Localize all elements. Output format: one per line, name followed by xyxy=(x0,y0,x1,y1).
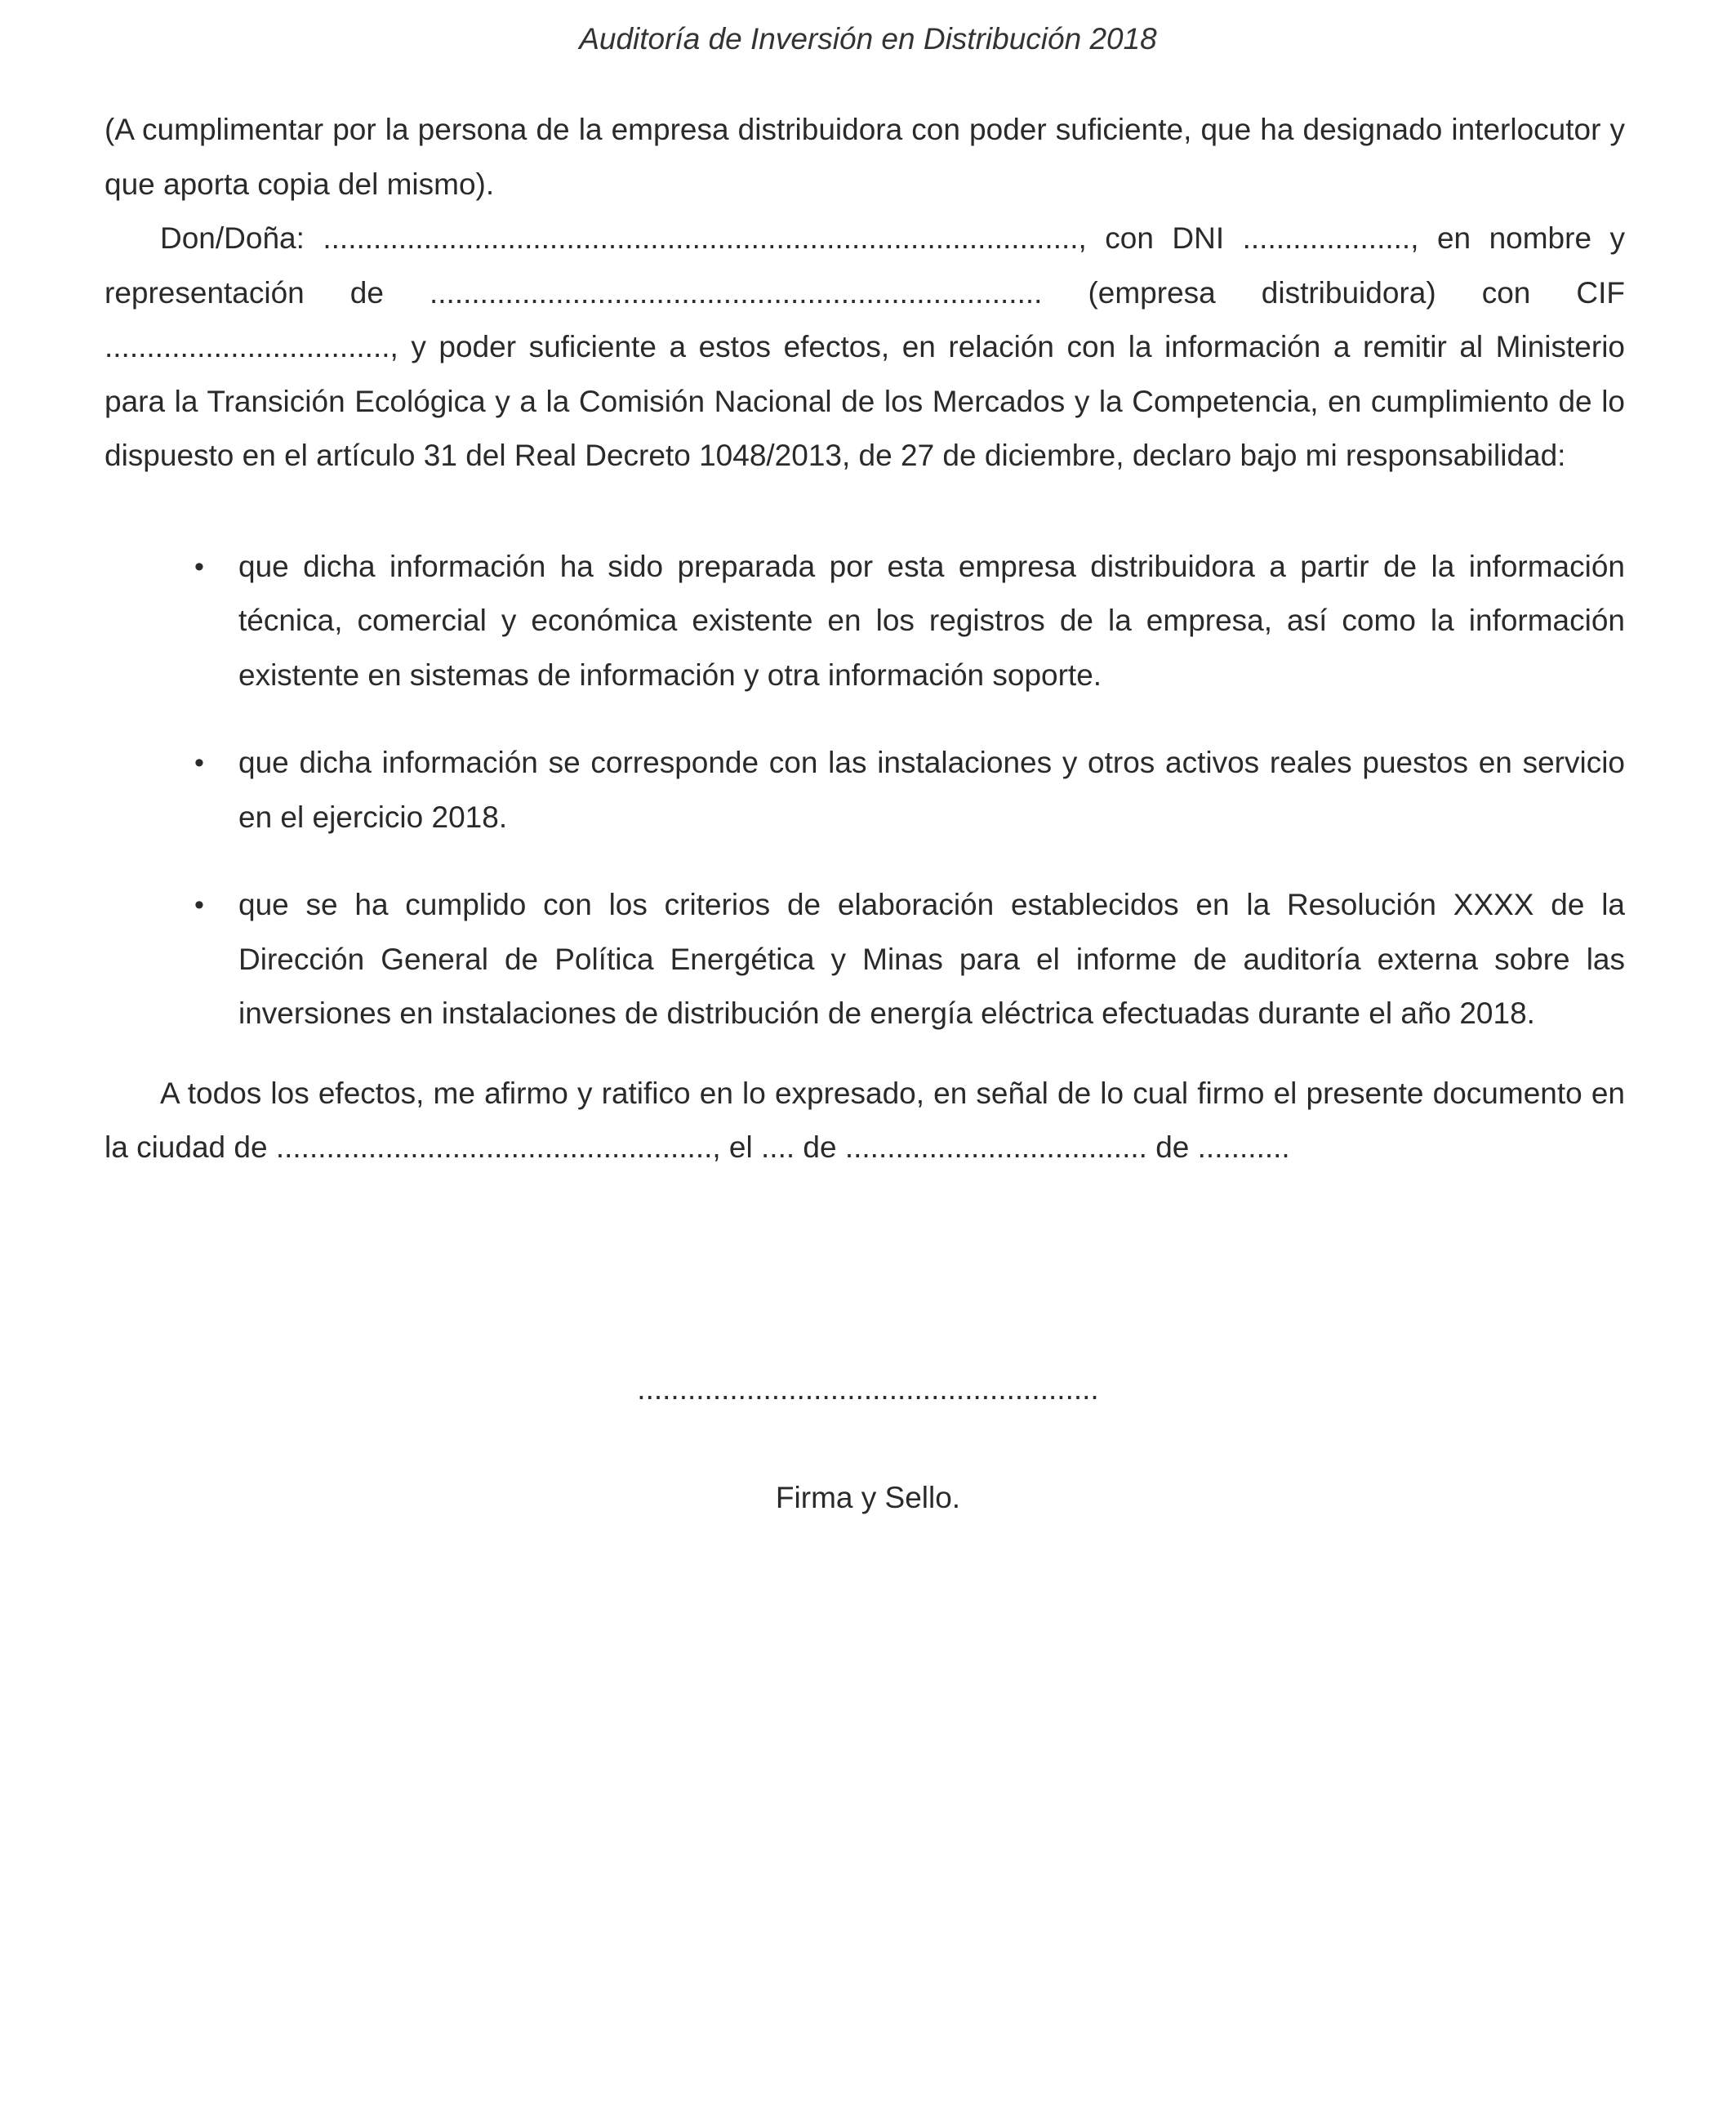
bullet-icon: • xyxy=(194,889,204,921)
paragraph-spacer xyxy=(105,484,1625,540)
list-item-text: que dicha información ha sido preparada por esta empresa distribuidora a partir de la información técnica, comercial y económica existente en los registros de la empresa, así como la información existente en sistemas de información y otra información soporte. xyxy=(238,549,1625,692)
declaration-paragraph: Don/Doña: .........................................................................................., con DNI ...................., en nombre y representación de ......................................................................... (empresa distribuidora) con CIF .................................., y poder suficiente a estos efectos, en relación con la información a remitir al Ministerio para la Transición Ecológica y a la Comisión Nacional de los Mercados y la Competencia, en cumplimiento de lo dispuesto en el artículo 31 del Real Decreto 1048/2013, de 27 de diciembre, declaro bajo mi responsabilidad: xyxy=(105,221,1625,472)
document-header-title: Auditoría de Inversión en Distribución 2018 xyxy=(579,22,1157,56)
list-item xyxy=(105,736,1625,845)
closing-paragraph: A todos los efectos, me afirmo y ratifico en lo expresado, en señal de lo cual firmo el presente documento en la ciudad de ...................................................., el .... de .................................... de ........... xyxy=(105,1076,1625,1164)
signature-caption: Firma y Sello. xyxy=(775,1481,961,1514)
list-item-text: que se ha cumplido con los criterios de elaboración establecidos en la Resolución XXXX de la Dirección General de Política Energética y Minas para el informe de auditoría externa sobre las inversiones en instalaciones de distribución de energía eléctrica efectuadas durante el año 2018. xyxy=(238,888,1625,1030)
instruction-paragraph: (A cumplimentar por la persona de la empresa distribuidora con poder suficiente, que ha designado interlocutor y que aporta copia del mismo). xyxy=(105,113,1625,201)
declaration-list xyxy=(105,540,1625,1041)
document-body xyxy=(105,103,1625,1175)
list-item xyxy=(105,540,1625,703)
list-item-text: que dicha información se corresponde con las instalaciones y otros activos reales puestos en servicio en el ejercicio 2018. xyxy=(238,746,1625,834)
signature-line: ....................................................... xyxy=(637,1372,1099,1406)
bullet-icon: • xyxy=(194,747,204,778)
list-item xyxy=(105,878,1625,1041)
bullet-icon: • xyxy=(194,551,204,582)
